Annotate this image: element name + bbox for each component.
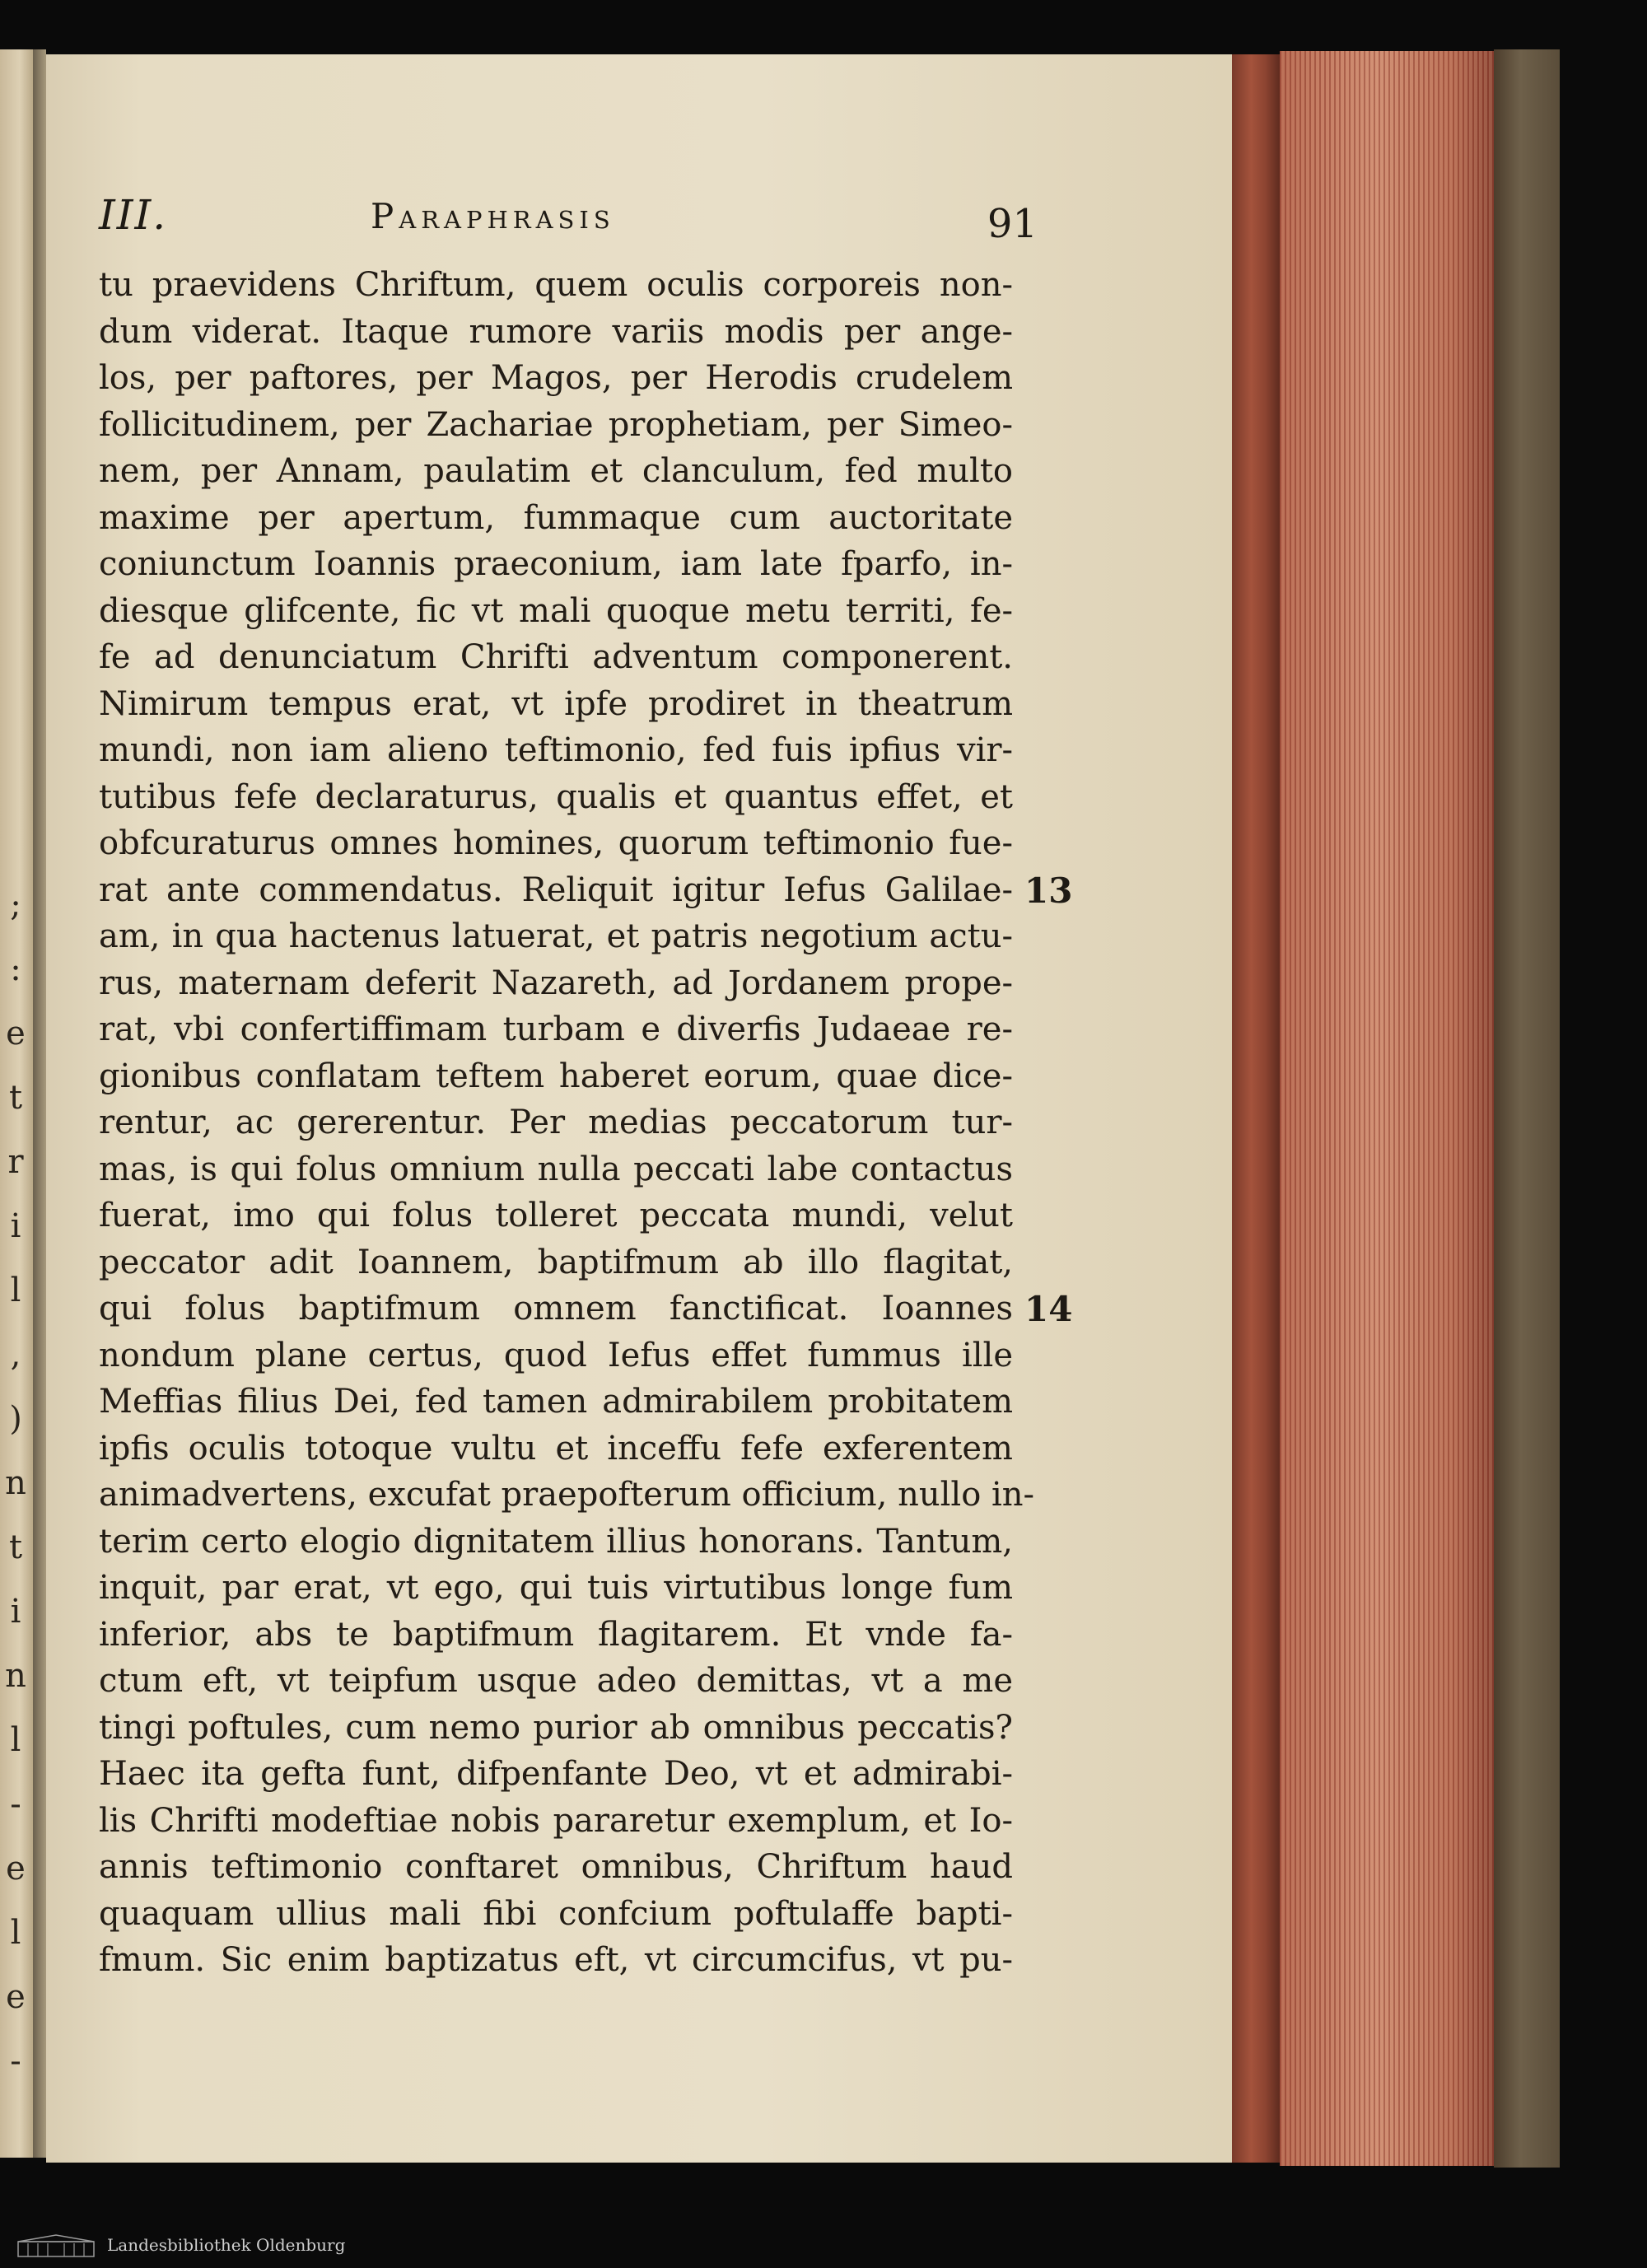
facing-margin-letter: t	[8, 1079, 23, 1117]
text-line: ctum eft, vt teipfum usque adeo demittas, vt a me	[99, 1662, 1013, 1700]
text-line: mundi, non iam alieno teftimonio, fed fuis ipfius vir-	[99, 731, 1013, 769]
text-line: mas, is qui folus omnium nulla peccati labe contactus	[99, 1150, 1013, 1188]
text-line: inquit, par erat, vt ego, qui tuis virtutibus longe fum	[99, 1569, 1013, 1607]
library-building-icon	[16, 2233, 96, 2258]
text-line: am, in qua hactenus latuerat, et patris negotium actu-	[99, 917, 1013, 955]
body-text	[99, 262, 1035, 1984]
facing-margin-letters	[2, 873, 30, 2093]
running-title: Paraphrasis	[371, 196, 615, 236]
text-line: fmum. Sic enim baptizatus eft, vt circumcifus, vt pu-	[99, 1941, 1013, 1979]
facing-margin-letter: e	[6, 1850, 26, 1888]
text-line: dum viderat. Itaque rumore variis modis per ange-	[99, 312, 1013, 351]
facing-margin-letter: :	[10, 950, 21, 988]
text-line: rat, vbi confertiffimam turbam e diverfis Judaeae re-	[99, 1010, 1013, 1048]
facing-margin-letter: l	[10, 1721, 21, 1759]
facing-margin-letter: r	[7, 1143, 24, 1181]
text-line: terim certo elogio dignitatem illius honorans. Tantum,	[99, 1522, 1013, 1561]
text-line: rat ante commendatus. Reliquit igitur Iefus Galilae-	[99, 870, 1013, 909]
page-number: 91	[987, 201, 1038, 247]
text-line: tutibus fefe declaraturus, qualis et quantus effet, et	[99, 777, 1013, 816]
text-line: maxime per apertum, fummaque cum auctoritate	[99, 498, 1013, 537]
text-line: nondum plane certus, quod Iefus effet fummus ille	[99, 1336, 1013, 1374]
verse-number: 13	[1024, 870, 1073, 911]
text-line: coniunctum Ioannis praeconium, iam late fparfo, in-	[99, 545, 1013, 583]
text-line: nem, per Annam, paulatim et clanculum, fed multo	[99, 452, 1013, 490]
text-line: quaquam ullius mali fibi confcium poftulaffe bapti-	[99, 1894, 1013, 1933]
facing-page-edge	[0, 49, 33, 2158]
text-line: Haec ita gefta funt, difpenfante Deo, vt et admirabi-	[99, 1755, 1013, 1793]
running-header	[99, 191, 1038, 249]
text-line: tingi poftules, cum nemo purior ab omnibus peccatis?	[99, 1708, 1013, 1747]
text-line: fe ad denunciatum Chrifti adventum componerent.	[99, 638, 1013, 676]
text-line: animadvertens, excufat praepofterum officium, nullo in-	[99, 1476, 1035, 1514]
verse-number: 14	[1024, 1289, 1073, 1329]
facing-margin-letter: ;	[10, 886, 21, 924]
facing-margin-letter: l	[10, 1914, 21, 1952]
text-line: los, per paftores, per Magos, per Herodis crudelem	[99, 359, 1013, 397]
facing-margin-letter: -	[10, 2042, 21, 2080]
facing-margin-letter: i	[10, 1593, 21, 1631]
text-line: peccator adit Ioannem, baptifmum ab illo flagitat,	[99, 1243, 1013, 1281]
text-line: lis Chrifti modeftiae nobis pararetur exemplum, et Io-	[99, 1801, 1013, 1840]
text-line: rus, maternam deferit Nazareth, ad Jordanem prope-	[99, 964, 1013, 1002]
facing-margin-letter: e	[6, 1978, 26, 2016]
book-block-edges	[1280, 51, 1494, 2166]
facing-margin-letter: ,	[10, 1336, 21, 1374]
text-line: follicitudinem, per Zachariae prophetiam, per Simeo-	[99, 405, 1013, 444]
text-line: ipfis oculis totoque vultu et inceffu fefe exferentem	[99, 1429, 1013, 1468]
text-line: inferior, abs te baptifmum flagitarem. Et vnde fa-	[99, 1615, 1013, 1654]
library-name: Landesbibliothek Oldenburg	[107, 2235, 346, 2255]
text-line: rentur, ac gererentur. Per medias peccatorum tur-	[99, 1104, 1013, 1141]
facing-margin-letter: t	[8, 1528, 23, 1566]
page-edge-red	[1232, 54, 1280, 2163]
text-line: obfcuraturus omnes homines, quorum teftimonio fue-	[99, 824, 1013, 862]
facing-margin-letter: e	[6, 1015, 26, 1052]
facing-margin-letter: n	[5, 1464, 26, 1502]
text-line: Nimirum tempus erat, vt ipfe prodiret in theatrum	[99, 684, 1013, 723]
facing-margin-letter: )	[9, 1400, 22, 1438]
text-line: fuerat, imo qui folus tolleret peccata mundi, velut	[99, 1197, 1013, 1234]
facing-margin-letter: l	[10, 1272, 21, 1309]
chapter-numeral: III.	[99, 191, 168, 239]
library-footer	[0, 2224, 1647, 2268]
book-cover	[1494, 49, 1560, 2168]
text-line: Meffias filius Dei, fed tamen admirabilem probitatem	[99, 1383, 1013, 1421]
text-line: qui folus baptifmum omnem fanctificat. Ioannes	[99, 1290, 1013, 1328]
book-gutter	[33, 49, 46, 2158]
facing-margin-letter: -	[10, 1785, 21, 1823]
facing-margin-letter: i	[10, 1207, 21, 1245]
text-line: tu praevidens Chriftum, quem oculis corporeis non-	[99, 266, 1013, 304]
text-line: annis teftimonio conftaret omnibus, Chriftum haud	[99, 1848, 1013, 1886]
facing-margin-letter: n	[5, 1657, 26, 1695]
text-line: diesque glifcente, fic vt mali quoque metu territi, fe-	[99, 591, 1013, 630]
text-line: gionibus conflatam teftem haberet eorum, quae dice-	[99, 1057, 1013, 1095]
